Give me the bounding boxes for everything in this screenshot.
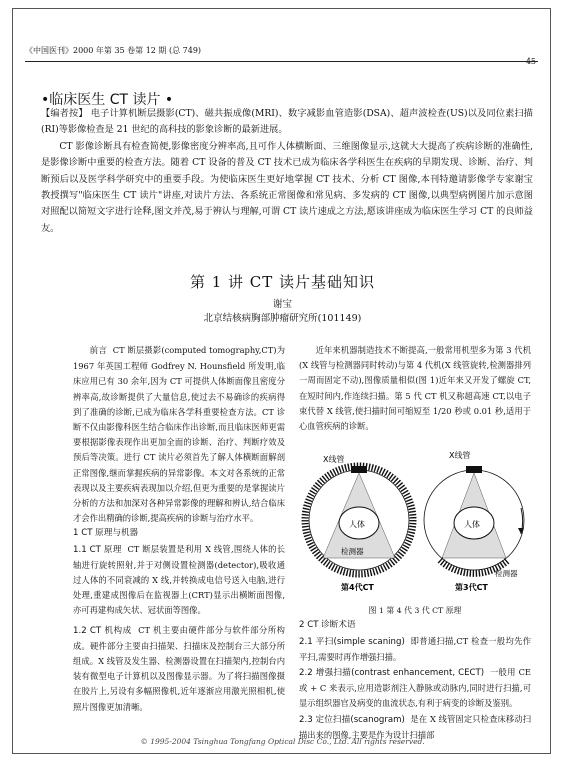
- lecture-title: 第 1 讲 CT 读片基础知识: [189, 273, 376, 291]
- section-2-1: [299, 634, 531, 665]
- journal-header: 《中国医刊》2000 年第 35 卷第 12 期 (总 749): [25, 46, 202, 55]
- preface-paragraph: [73, 343, 285, 526]
- section-1-2-heading: 1.2 CT 机构成: [73, 625, 132, 636]
- section-2-1-heading: 2.1 平扫(simple scaning): [299, 636, 405, 647]
- section-2-heading: 2 CT 诊断术语: [299, 620, 356, 631]
- figure-caption: 图 1 第 4 代 3 代 CT 原理: [368, 606, 462, 616]
- ct-diagram: [299, 438, 531, 603]
- author-name: 谢宝: [272, 299, 292, 310]
- header-rule: [25, 61, 538, 62]
- page-number: 45: [525, 57, 536, 66]
- section-1-1-heading: 1.1 CT 原理: [73, 544, 122, 555]
- section-2-3-text: 是在 X 线管固定只检查床移动扫描出来的图像,主要是作为设计扫描部: [299, 713, 532, 740]
- preface-text: CT 断层摄影(computed tomography,CT)为 1967 年英国工程师 Godfrey N. Hounsfield 所发明,临床应用已有 30 余年,因为 CT 可提供人体断面像且密度分辨率高,故诊断提供了大量信息,使过去不易确诊的疾病得到了准确的诊断,已成为临床各学科重要检查方法。CT 诊断不仅由影像科医生结合临床作出诊断,而且临床医师更需要根据影像表现作出更加全面的诊断、治疗、判断疗效及预后等决策。进行 CT 读片必须首先了解人体横断面解剖正常图像,继而掌握疾病的异常影像。本文对各系统的正常表现以及主要疾病表现加以介绍,但更为重要的是掌握读片分析的方法和加深对各种异常影像的理解和辨认,结合临床才会作出精确的诊断,提高疾病的诊断与治疗水平。: [73, 345, 285, 524]
- section-1-1: [73, 542, 285, 619]
- section-2-3-heading: 2.3 定位扫描(scanogram): [299, 714, 405, 725]
- section-2-1-text: 即普通扫描,CT 检查一般均先作平扫,需要时再作增强扫描。: [299, 635, 531, 662]
- section-2-2-heading: 2.2 增强扫描(contrast enhancement, CECT): [299, 668, 485, 679]
- author-institution: 北京结核病胸部肿瘤研究所(101149): [203, 313, 362, 324]
- column-intro: [41, 106, 533, 237]
- body-label-right: 人体: [464, 520, 480, 530]
- column-title: •临床医生 CT 读片 •: [41, 92, 174, 108]
- xray-tube-3rd: [466, 466, 482, 473]
- detector-label-right: 检测器: [495, 569, 518, 579]
- detector-label-left: 检测器: [341, 547, 364, 557]
- preface-label: 前言: [89, 346, 108, 356]
- xray-label-right: X线管: [449, 451, 471, 461]
- document-page: [12, 8, 551, 754]
- section-1-2-text: CT 机主要由硬件部分与软件部分所构成。硬件部分主要由扫描架、扫描床及控制台三大部分所组成。X 线管及发生器、检测器设置在扫描架内,控制台内装有微型电子计算机以及图像显示器。为了将扫描图像摄在胶片上,另设有多幅照像机,近年逐渐应用激光照相机,使照片图像更加清晰。: [73, 624, 285, 712]
- xray-label-left: X线管: [323, 455, 345, 465]
- copyright-footer: © 1995-2004 Tsinghua Tongfang Optical Disc Co., Ltd. All rights reserved.: [140, 737, 425, 746]
- editor-note: 【编者按】 电子计算机断层摄影(CT)、磁共振成像(MRI)、数字减影血管造影(DSA)、超声波检查(US)以及同位素扫描(RI)等影像检查是 21 世纪的高科技的影象诊断的最新进展。: [41, 108, 533, 136]
- xray-tube-4th: [351, 466, 367, 473]
- ct-generations-paragraph: 近年来机器制造技术不断提高,一般常用机型多为第 3 代机(X 线管与检测器同时转动)与第 4 代机(X 线管旋转,检测器排列一周而固定不动),图像质量相似(图 1)近年来又开发了螺旋 CT,在短时间内,作连续扫描。第 5 代 CT 机又称超高速 CT,以电子束代替 X 线管,使扫描时间可缩短至 1/20 秒或 0.01 秒,适用于心血管疾病的诊断。: [299, 345, 531, 432]
- right-column: [299, 343, 531, 743]
- section-2-2-text: 一般用 CE 或 + C 来表示,应用造影剂注入静脉或动脉内,同时进行扫描,可显示组织器官及病变的血流状态,有利于病变的诊断及鉴别。: [299, 667, 531, 709]
- gen4-label: 第4代CT: [341, 583, 374, 593]
- intro-paragraph: CT 影像诊断具有检查简便,影像密度分辨率高,且可作人体横断面、三维图像显示,这就大大提高了疾病诊断的准确性,是影像诊断中重要的检查方法。随着 CT 设备的普及 CT 技术已成为临床各学科医生在疾病的早期发现、诊断、治疗、判断预后以及医学科学研究中的重要手段。为使临床医生更好地掌握 CT 技术、分析 CT 图像,本刊特邀请影像学专家谢宝 教授撰写"临床医生 CT 读片"讲座,对读片方法、各系统正常图像和常见病、多发病的 CT 图像,以典型病例图片加示意图对照配以简短文字进行诠释,图文并茂,易于辨认与理解,可谓 CT 读片速成之方法,愿该讲座成为临床医生学习 CT 的良师益友。: [41, 140, 533, 234]
- section-1-2: [73, 623, 285, 715]
- section-2-2: [299, 665, 531, 712]
- section-1-heading: 1 CT 原理与机器: [73, 528, 139, 539]
- body-label-left: 人体: [349, 520, 365, 530]
- figure-1-ct-principle: [299, 438, 531, 603]
- section-1-1-text: CT 断层装置是利用 X 线管,围绕人体的长轴进行旋转照射,并于对侧设置检测器(detector),吸收通过人体的不同衰减的 X 线,并转换成电信号送入电脑,进行处理,重建成图像后在监视器上(CRT)显示出横断面图像,亦可再建构成矢状、冠状面等图像。: [73, 543, 286, 616]
- gen3-label: 第3代CT: [455, 583, 488, 593]
- left-column: [73, 343, 285, 715]
